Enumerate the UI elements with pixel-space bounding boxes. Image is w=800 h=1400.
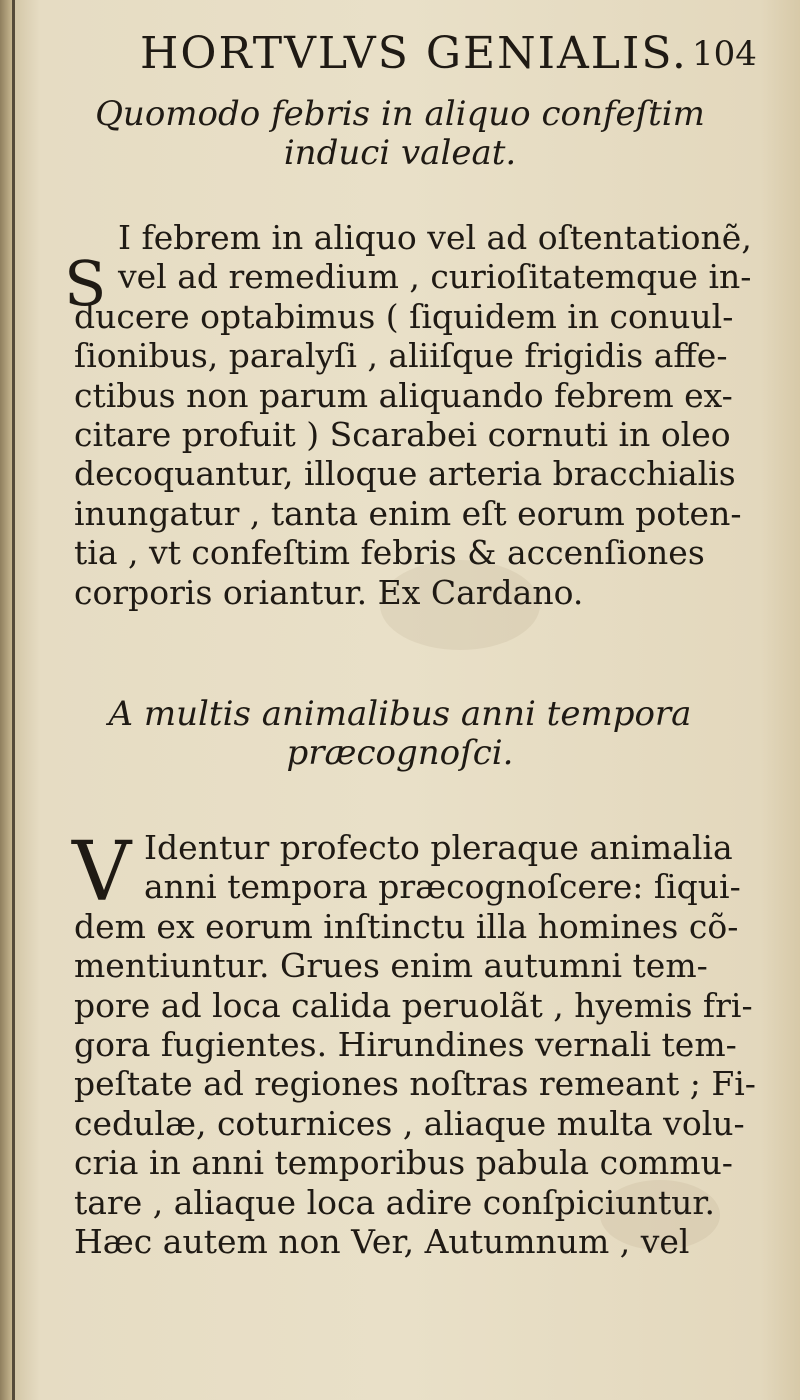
text-line: anni tempora præcognoſcere: ſiqui- (144, 867, 741, 907)
text-line: citare profuit ) Scarabei cornuti in oleo (74, 414, 731, 454)
paragraph (72, 825, 764, 1261)
book-gutter (0, 0, 12, 1400)
section-heading (60, 92, 740, 174)
text-line: cria in anni temporibus pabula commu- (74, 1143, 733, 1183)
text-line: Hæc autem non Ver, Autumnum , vel (74, 1221, 690, 1261)
text-line: ctibus non parum aliquando febrem ex- (74, 375, 733, 415)
section-heading (60, 692, 740, 774)
heading-line: induci valeat. (283, 133, 517, 174)
running-head (140, 28, 780, 88)
text-line: dem ex eorum inſtinctu illa homines cõ- (74, 906, 739, 946)
text-line: tare , aliaque loca adire conſpiciuntur. (74, 1182, 715, 1222)
text-line: Identur profecto pleraque animalia (144, 828, 733, 867)
text-line: corporis oriantur. Ex Cardano. (74, 572, 584, 612)
text-line: mentiuntur. Grues enim autumni tem- (74, 946, 708, 986)
heading-line: Quomodo febris in aliquo confeſtim (95, 94, 705, 134)
text-line: cedulæ, coturnices , aliaque multa volu- (74, 1103, 745, 1143)
heading-line: A multis animalibus anni tempora (108, 694, 692, 734)
text-line: pore ad loca calida peruolãt , hyemis fri- (74, 985, 753, 1025)
text-line: peſtate ad regiones noſtras remeant ; Fi- (74, 1064, 756, 1104)
gutter-shadow-line (12, 0, 15, 1400)
text-line: gora fugientes. Hirundines vernali tem- (74, 1024, 737, 1064)
text-line: I febrem in aliquo vel ad oſtentationẽ, (118, 218, 752, 257)
text-line: ſionibus, paralyſi , aliiſque frigidis affe- (74, 336, 728, 376)
drop-cap: S (64, 247, 107, 320)
text-line: tia , vt confeſtim febris & accenſiones (74, 533, 705, 573)
text-line: vel ad remedium , curioſitatemque in- (118, 257, 752, 297)
drop-cap: V (72, 825, 132, 920)
text-line: ducere optabimus ( ſiquidem in conuul- (74, 296, 734, 336)
text-line: decoquantur, illoque arteria bracchialis (74, 454, 736, 494)
heading-line: præcognoſci. (286, 733, 514, 774)
paragraph (74, 218, 764, 612)
page-number: 104 (692, 34, 757, 74)
running-head-title: HORTVLVS GENIALIS. (140, 28, 688, 79)
text-line: inungatur , tanta enim eſt eorum poten- (74, 493, 742, 533)
